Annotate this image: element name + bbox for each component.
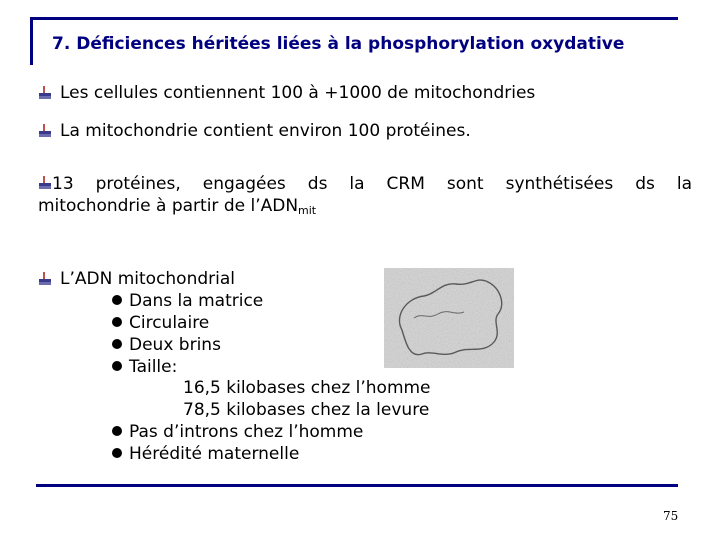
bullet-arrow-icon [39, 86, 51, 99]
bullet-arrow-icon [39, 176, 51, 189]
page-number: 75 [663, 509, 679, 523]
bullet-mitochondrial-dna: L’ADN mitochondrial [60, 269, 236, 289]
slide-frame-bottom [36, 484, 678, 487]
size-yeast: 78,5 kilobases chez la levure [183, 400, 430, 420]
bullet-dot-icon [112, 361, 122, 371]
sub-item-matrix: Dans la matrice [112, 291, 263, 311]
bullet-proteins-synthesis-line1: 13 protéines, engagées ds la CRM sont synthétisées ds la [52, 174, 692, 194]
bullet-arrow-icon [39, 124, 51, 137]
bullet-dot-icon [112, 448, 122, 458]
sub-item-two-strands: Deux brins [112, 335, 221, 355]
sub-item-no-introns: Pas d’introns chez l’homme [112, 422, 363, 442]
bullet-arrow-icon [39, 272, 51, 285]
bullet-cells-mitochondria: Les cellules contiennent 100 à +1000 de mitochondries [60, 83, 536, 103]
bullet-dot-icon [112, 317, 122, 327]
mtdna-micrograph-image [384, 268, 514, 368]
bullet-dot-icon [112, 295, 122, 305]
bullet-dot-icon [112, 339, 122, 349]
bullet-dot-icon [112, 426, 122, 436]
adn-text: mitochondrie à partir de l’ADN [38, 196, 299, 216]
sub-item-circular: Circulaire [112, 313, 209, 333]
size-human: 16,5 kilobases chez l’homme [183, 378, 431, 398]
adn-subscript: mit [298, 204, 317, 217]
bullet-mitochondria-proteins: La mitochondrie contient environ 100 protéines. [60, 121, 471, 141]
sub-item-maternal-inheritance: Hérédité maternelle [112, 444, 299, 464]
slide-frame-top [30, 17, 678, 20]
slide-title: 7. Déficiences héritées liées à la phosphorylation oxydative [52, 34, 625, 54]
sub-item-size: Taille: [112, 357, 177, 377]
bullet-proteins-synthesis-line2 [38, 196, 316, 217]
slide-frame-left [30, 17, 33, 65]
